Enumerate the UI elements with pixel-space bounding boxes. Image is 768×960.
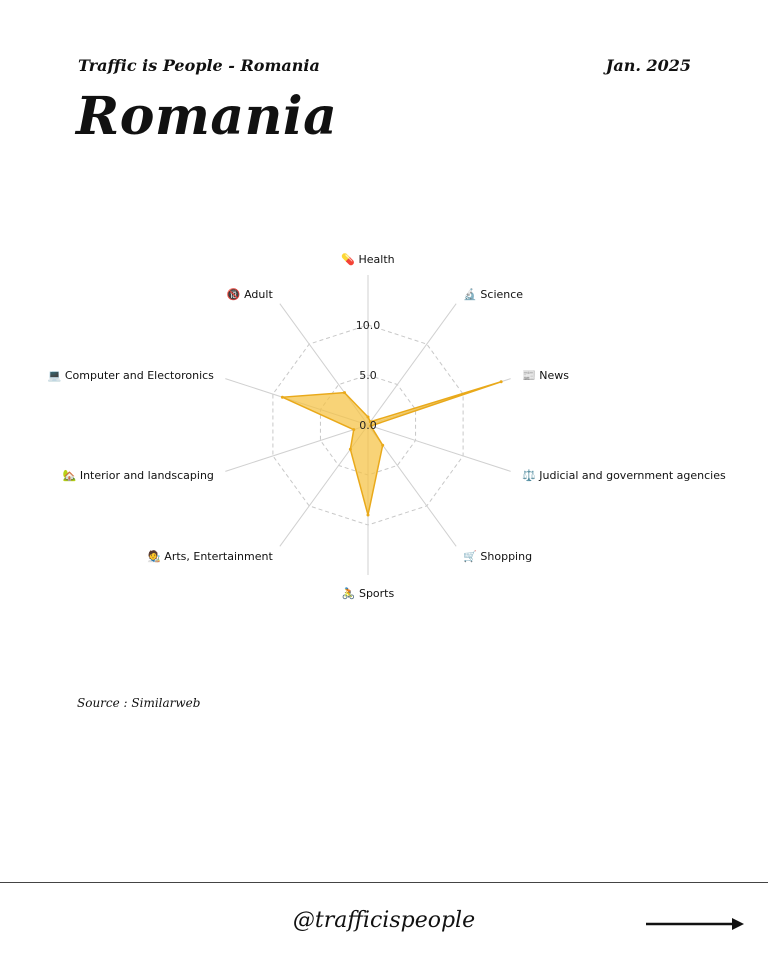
category-label: 🛒 Shopping <box>463 550 533 564</box>
category-label: 🧑‍🎨 Arts, Entertainment <box>147 550 273 564</box>
category-label: ⚖️ Judicial and government agencies <box>522 469 726 483</box>
page-title: Romania <box>76 86 338 147</box>
tick-label: 5.0 <box>359 369 377 382</box>
data-point <box>367 514 370 517</box>
category-label: 🔬 Science <box>463 287 524 301</box>
series-title: Traffic is People - Romania <box>78 56 320 75</box>
arrow-right-icon[interactable] <box>646 914 746 934</box>
tick-label: 10.0 <box>355 319 381 332</box>
data-point <box>500 380 503 383</box>
data-series-area <box>282 382 501 515</box>
data-point <box>349 448 352 451</box>
axis-spoke <box>368 425 511 471</box>
category-label: 🚴 Sports <box>341 587 395 600</box>
data-point <box>281 396 284 399</box>
category-label: 💊 Health <box>341 253 395 266</box>
report-date: Jan. 2025 <box>605 56 691 75</box>
data-point <box>343 391 346 394</box>
source-note: Source : Similarweb <box>77 696 201 710</box>
footer-divider <box>0 882 768 883</box>
axis-spoke <box>225 425 368 471</box>
category-label: 🔞 Adult <box>226 287 273 301</box>
data-point <box>352 428 355 431</box>
category-label: 📰 News <box>522 368 569 382</box>
category-label: 💻 Computer and Electoronics <box>47 368 214 382</box>
data-point <box>381 444 384 447</box>
tick-label: 0.0 <box>359 419 377 432</box>
axis-spoke <box>368 304 456 425</box>
category-label: 🏡 Interior and landscaping <box>62 469 214 483</box>
social-handle: @trafficispeople <box>292 908 476 933</box>
